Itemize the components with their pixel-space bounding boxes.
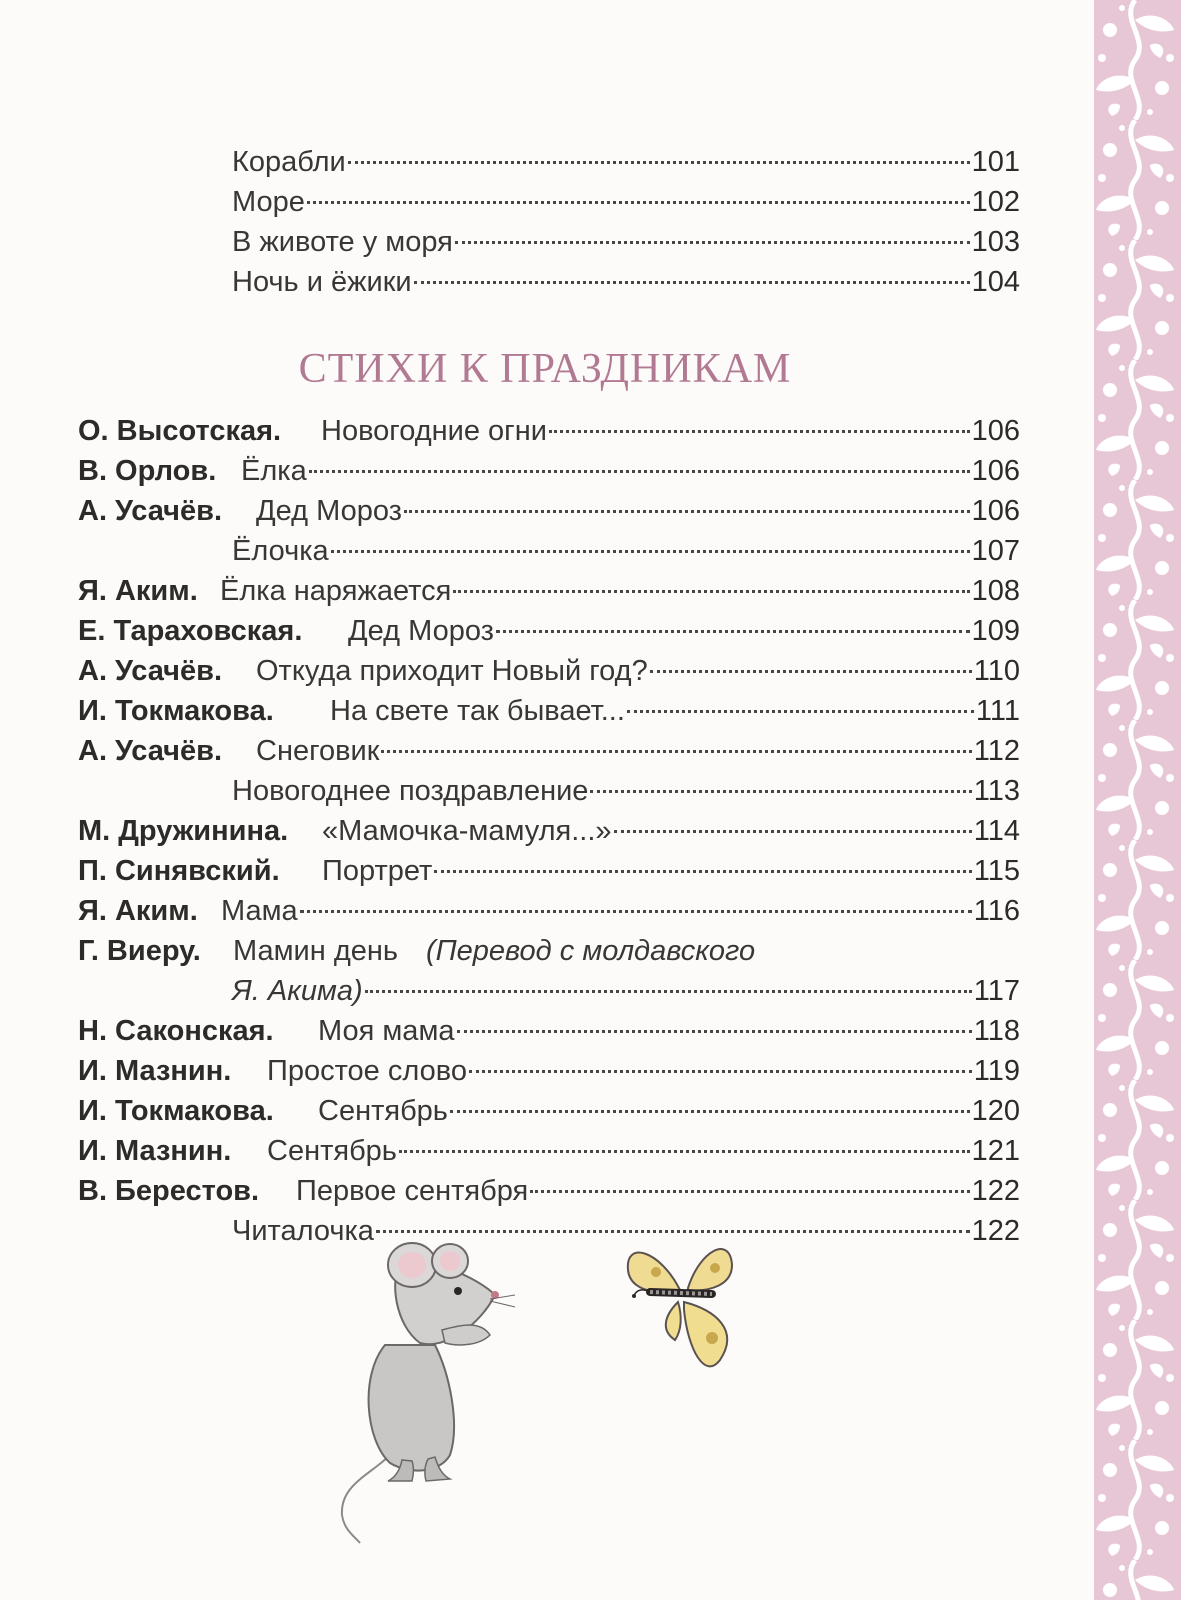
entry-title: Дед Мороз [256,495,402,527]
toc-row[interactable] [0,1171,1020,1211]
page-number: 114 [973,815,1020,847]
page-number: 117 [973,975,1020,1007]
page-number: 107 [971,535,1020,567]
toc-row[interactable] [0,891,1020,931]
toc-row[interactable] [0,1131,1020,1171]
dot-leader [365,990,972,993]
entry-title: Ёлочка [232,535,329,567]
entry-title: Ёлка [241,455,307,487]
toc-row[interactable] [0,451,1020,491]
entry-title: Новогоднее поздравление [232,775,589,807]
entry-author: П. Синявский. [78,855,280,887]
entry-title: Море [232,186,305,218]
page-number: 111 [975,695,1020,727]
mouse-illustration [330,1225,530,1545]
entry-author: И. Мазнин. [78,1135,232,1167]
dot-leader [457,1030,972,1033]
entry-title: «Мамочка-мамуля...» [322,815,612,847]
page-number: 121 [971,1135,1020,1167]
dot-leader [614,830,972,833]
page-number: 103 [971,226,1020,258]
toc-row[interactable] [0,731,1020,771]
entry-author: В. Орлов. [78,455,217,487]
toc-row[interactable] [0,142,1020,182]
page-number: 106 [971,495,1020,527]
entry-title: Дед Мороз [348,615,494,647]
entry-author: Г. Виеру. [78,935,201,967]
entry-title: Снеговик [256,735,380,767]
toc-row[interactable] [0,931,1020,971]
dot-leader [399,1150,970,1153]
toc-row[interactable] [0,691,1020,731]
toc-row[interactable] [0,222,1020,262]
entry-title: Моя мама [318,1015,455,1047]
dot-leader [650,670,972,673]
dot-leader [307,201,970,204]
page-number: 118 [973,1015,1020,1047]
dot-leader [530,1190,969,1193]
toc-row[interactable] [0,1091,1020,1131]
dot-leader [331,550,970,553]
dot-leader [348,161,970,164]
butterfly-illustration [620,1230,760,1420]
entry-title: В животе у моря [232,226,453,258]
toc-row[interactable] [0,571,1020,611]
page-number: 109 [971,615,1020,647]
entry-author: Я. Аким. [78,575,198,607]
entry-title: Простое слово [267,1055,467,1087]
toc-row[interactable] [0,1011,1020,1051]
page-number: 119 [973,1055,1020,1087]
dot-leader [469,1070,972,1073]
entry-author: Я. Аким. [78,895,198,927]
entry-author: О. Высотская. [78,415,282,447]
toc-row[interactable] [0,611,1020,651]
page-number: 101 [971,146,1020,178]
entry-title: Корабли [232,146,346,178]
entry-author: В. Берестов. [78,1175,260,1207]
dot-leader [627,710,974,713]
entry-title: Сентябрь [267,1135,397,1167]
page-number: 106 [971,455,1020,487]
dot-leader [450,1110,970,1113]
dot-leader [404,510,970,513]
entry-author: Н. Саконская. [78,1015,274,1047]
entry-author: М. Дружинина. [78,815,289,847]
page-number: 108 [971,575,1020,607]
dot-leader [453,590,969,593]
toc-row[interactable] [0,411,1020,451]
entry-title: Сентябрь [318,1095,448,1127]
dot-leader [414,281,970,284]
entry-title: Ночь и ёжики [232,266,412,298]
entry-title: Мама [221,895,298,927]
page-number: 120 [971,1095,1020,1127]
toc-row[interactable] [0,531,1020,571]
entry-author: И. Токмакова. [78,1095,274,1127]
entry-title: Портрет [322,855,433,887]
dot-leader [309,470,970,473]
toc-row[interactable] [0,1051,1020,1091]
entry-title: Новогодние огни [321,415,547,447]
page-number: 122 [971,1215,1020,1247]
entry-author: И. Токмакова. [78,695,274,727]
toc-row[interactable] [0,971,1020,1011]
page-number: 116 [973,895,1020,927]
page-number: 106 [971,415,1020,447]
toc-row[interactable] [0,771,1020,811]
page-number: 122 [971,1175,1020,1207]
entry-title: Откуда приходит Новый год? [256,655,648,687]
toc-row[interactable] [0,182,1020,222]
floral-border-ornament [1090,0,1181,1600]
section-title: СТИХИ К ПРАЗДНИКАМ [298,346,792,392]
toc-row[interactable] [0,811,1020,851]
dot-leader [590,790,971,793]
dot-leader [455,241,970,244]
entry-title: Первое сентября [296,1175,529,1207]
entry-title: На свете так бывает... [330,695,625,727]
entry-author: А. Усачёв. [78,735,223,767]
page-number: 113 [973,775,1020,807]
toc-row[interactable] [0,851,1020,891]
entry-author: А. Усачёв. [78,495,223,527]
page-number: 104 [971,266,1020,298]
entry-author: И. Мазнин. [78,1055,232,1087]
entry-note: Я. Акима) [232,975,363,1007]
entry-note: (Перевод с молдавского [426,935,756,967]
entry-title: Ёлка наряжается [220,575,452,607]
page-number: 102 [971,186,1020,218]
dot-leader [434,870,971,873]
toc-row[interactable] [0,262,1020,302]
entry-author: Е. Тараховская. [78,615,303,647]
dot-leader [300,910,972,913]
page-number: 110 [973,655,1020,687]
dot-leader [496,630,970,633]
toc-row[interactable] [0,651,1020,691]
page-number: 115 [973,855,1020,887]
dot-leader [381,750,971,753]
entry-author: А. Усачёв. [78,655,223,687]
entry-title: Мамин день [233,935,398,967]
page-number: 112 [973,735,1020,767]
dot-leader [549,430,970,433]
toc-row[interactable] [0,491,1020,531]
entry-title: Читалочка [232,1215,374,1247]
